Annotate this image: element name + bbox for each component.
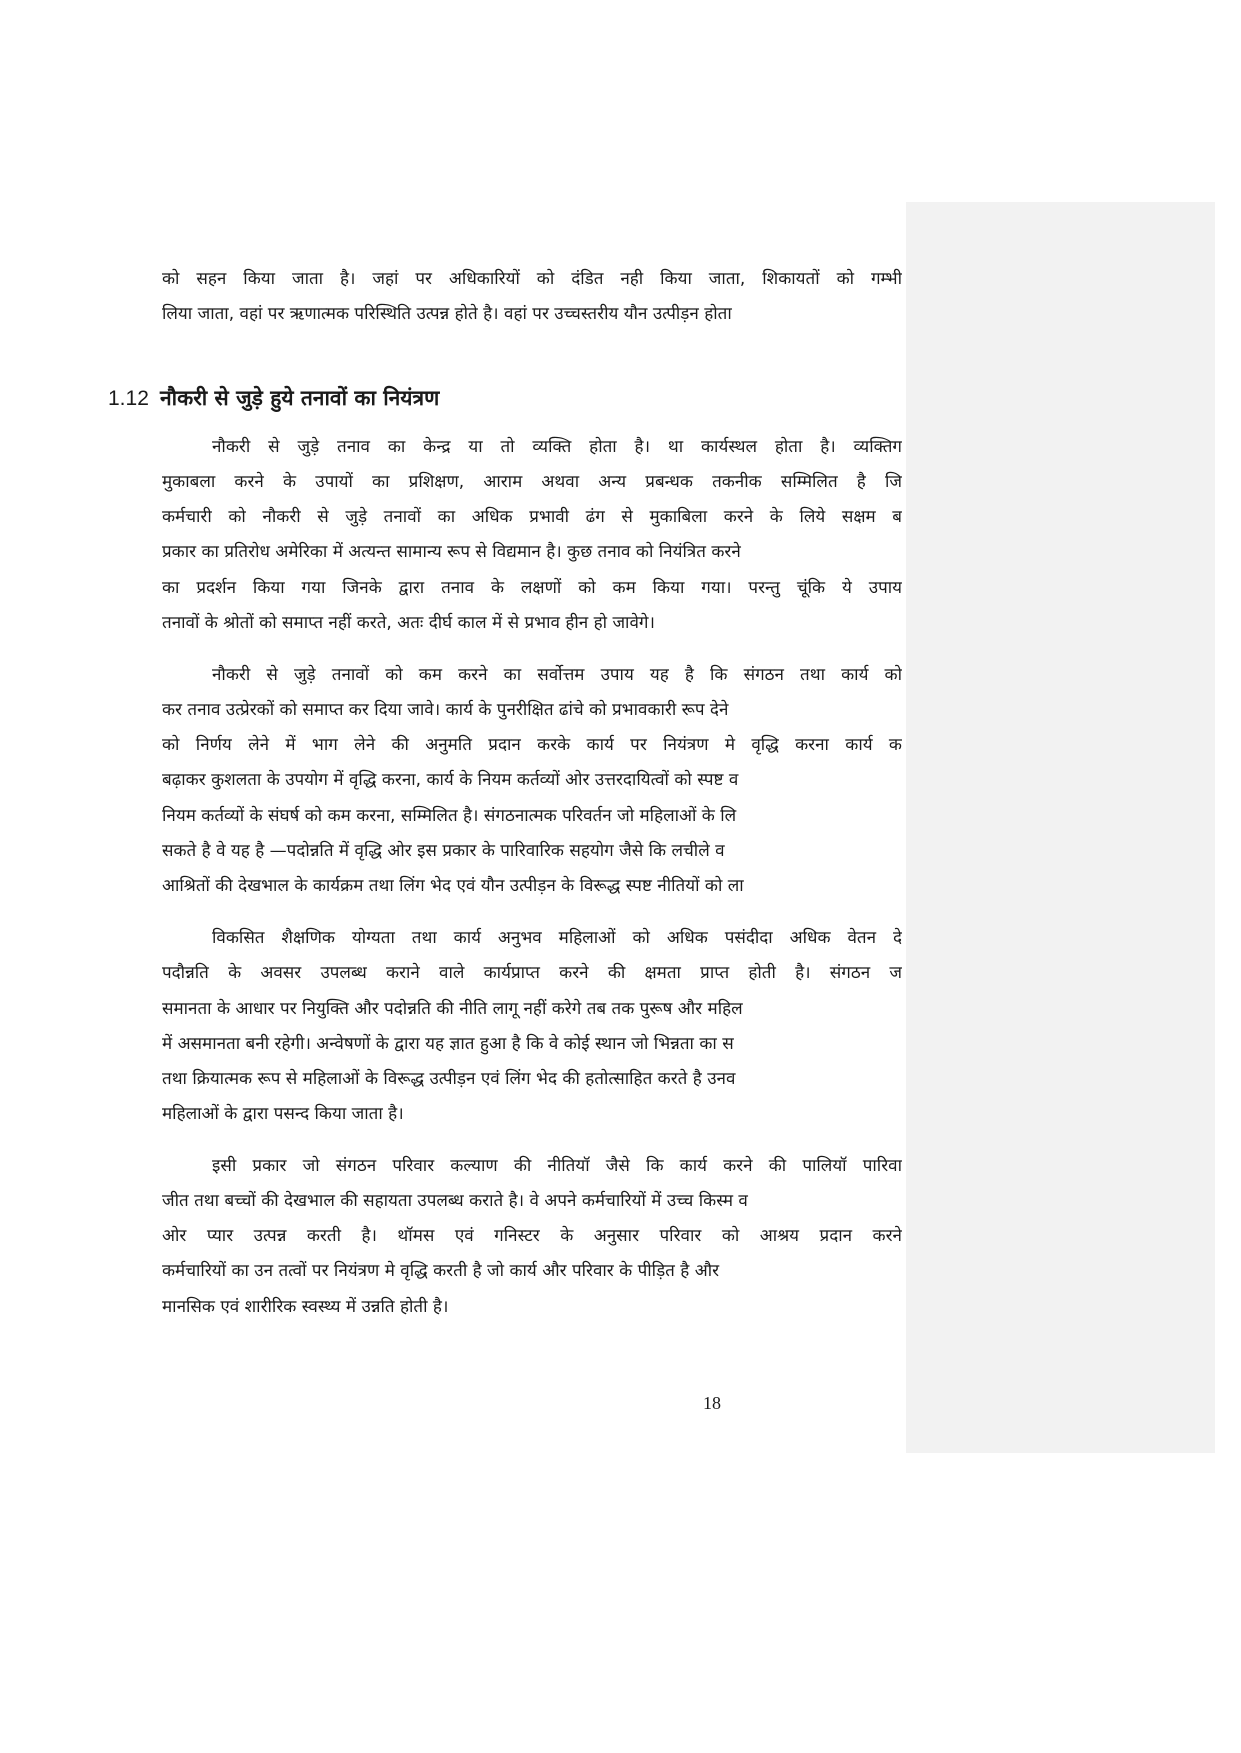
paragraph-line: तनावों के श्रोतों को समाप्त नहीं करते, अतः दीर्घ काल में से प्रभाव हीन हो जावेगे। <box>162 613 655 633</box>
comment-margin-pane <box>906 202 1215 1453</box>
paragraph-line: नौकरी से जुड़े तनाव का केन्द्र या तो व्यक्ति होता है। था कार्यस्थल होता है। व्यक्तिग <box>212 437 902 457</box>
paragraph-line: सकते है वे यह है —पदोन्नति में वृद्धि ओर इस प्रकार के पारिवारिक सहयोग जैसे कि लचीले व <box>162 841 725 861</box>
section-heading <box>108 383 439 414</box>
paragraph-line: आश्रितों की देखभाल के कार्यक्रम तथा लिंग भेद एवं यौन उत्पीड़न के विरूद्ध स्पष्ट नीतियों को ला <box>162 876 744 896</box>
paragraph-line: कर तनाव उत्प्रेरकों को समाप्त कर दिया जावे। कार्य के पुनरीक्षित ढांचे को प्रभावकारी रूप देने <box>162 700 729 720</box>
intro-line: लिया जाता, वहां पर ऋणात्मक परिस्थिति उत्पन्न होते है। वहां पर उच्चस्तरीय यौन उत्पीड़न होता <box>162 304 732 324</box>
paragraph-line: तथा क्रियात्मक रूप से महिलाओं के विरूद्ध उत्पीड़न एवं लिंग भेद की हतोत्साहित करते है उनव <box>162 1069 736 1089</box>
paragraph-line: महिलाओं के द्वारा पसन्द किया जाता है। <box>162 1104 404 1124</box>
page-number: 18 <box>703 1393 721 1413</box>
paragraph-line: बढ़ाकर कुशलता के उपयोग में वृद्धि करना, कार्य के नियम कर्तव्यों ओर उत्तरदायित्वों को स्पष्ट व <box>162 770 739 790</box>
paragraph-line: कर्मचारियों का उन तत्वों पर नियंत्रण मे वृद्धि करती है जो कार्य और परिवार के पीड़ित है और <box>162 1261 720 1281</box>
section-title: नौकरी से जुड़े हुये तनावों का नियंत्रण <box>160 386 440 410</box>
paragraph-line: जीत तथा बच्चों की देखभाल की सहायता उपलब्ध कराते है। वे अपने कर्मचारियों में उच्च किस्म व <box>162 1191 748 1211</box>
paragraph-line: मानसिक एवं शारीरिक स्वस्थ्य में उन्नति होती है। <box>162 1297 449 1317</box>
paragraph-line: ओर प्यार उत्पन्न करती है। थॉमस एवं गनिस्टर के अनुसार परिवार को आश्रय प्रदान करने <box>162 1226 902 1246</box>
paragraph-line: का प्रदर्शन किया गया जिनके द्वारा तनाव के लक्षणों को कम किया गया। परन्तु चूंकि ये उपाय <box>162 578 902 598</box>
paragraph-line: नौकरी से जुड़े तनावों को कम करने का सर्वोत्तम उपाय यह है कि संगठन तथा कार्य को <box>212 665 902 685</box>
paragraph-line: नियम कर्तव्यों के संघर्ष को कम करना, सम्मिलित है। संगठनात्मक परिवर्तन जो महिलाओं के लि <box>162 806 737 826</box>
paragraph-line: को निर्णय लेने में भाग लेने की अनुमति प्रदान करके कार्य पर नियंत्रण मे वृद्धि करना कार्य क <box>162 735 902 755</box>
paragraph-line: इसी प्रकार जो संगठन परिवार कल्याण की नीतियॉ जैसे कि कार्य करने की पालियॉ पारिवा <box>212 1156 902 1176</box>
paragraph-line: कर्मचारी को नौकरी से जुड़े तनावों का अधिक प्रभावी ढंग से मुकाबिला करने के लिये सक्षम ब <box>162 507 902 527</box>
paragraph-line: समानता के आधार पर नियुक्ति और पदोन्नति की नीति लागू नहीं करेगे तब तक पुरूष और महिल <box>162 999 743 1019</box>
paragraph-line: पदौन्नति के अवसर उपलब्ध कराने वाले कार्यप्राप्त करने की क्षमता प्राप्त होती है। संगठन ज <box>162 963 902 983</box>
section-number: 1.12 <box>108 387 149 410</box>
paragraph-line: विकसित शैक्षणिक योग्यता तथा कार्य अनुभव महिलाओं को अधिक पसंदीदा अधिक वेतन दे <box>212 928 902 948</box>
paragraph-line: प्रकार का प्रतिरोध अमेरिका में अत्यन्त सामान्य रूप से विद्यमान है। कुछ तनाव को नियंत्रित करने <box>162 542 741 562</box>
paragraph-line: में असमानता बनी रहेगी। अन्वेषणों के द्वारा यह ज्ञात हुआ है कि वे कोई स्थान जो भिन्नता का स <box>162 1034 734 1054</box>
paragraph-line: मुकाबला करने के उपायों का प्रशिक्षण, आराम अथवा अन्य प्रबन्धक तकनीक सम्मिलित है जि <box>162 472 902 492</box>
intro-line: को सहन किया जाता है। जहां पर अधिकारियों को दंडित नही किया जाता, शिकायतों को गम्भी <box>162 269 902 289</box>
